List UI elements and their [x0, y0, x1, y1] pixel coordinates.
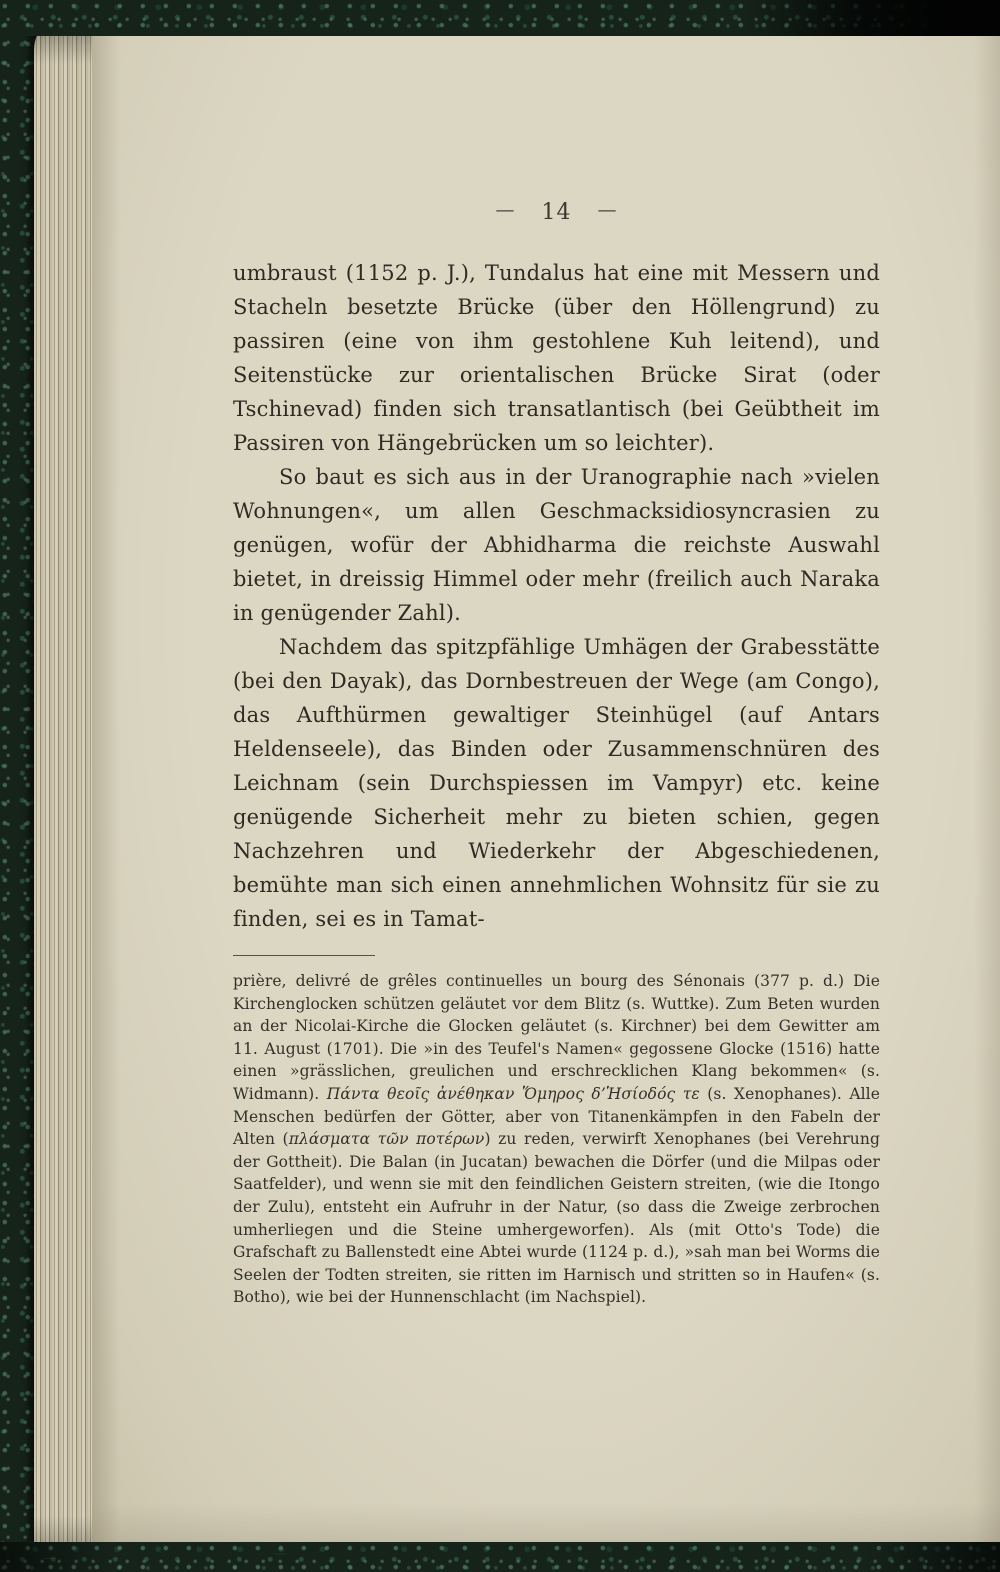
page-header	[233, 200, 880, 228]
greek-term: πλάσματα τῶν ποτέρων	[288, 1130, 485, 1149]
page-stack-edges	[34, 30, 92, 1546]
footnote-text-block	[233, 970, 880, 1309]
footnote-segment-3: ) zu reden, verwirft Xenophanes (bei Verehrung der Gottheit). Die Balan (in Jucatan) bewachen die Dörfer (und die Milpas oder Saatfelder), und wenn sie mit den feindlichen Geistern streiten, (wie die Itongo der Zulu), entsteht ein Aufruhr in der Natur, (so dass die Zweige zerbrochen umherliegen und die Steine umhergeworfen). Als (mit Otto's Tode) die Grafschaft zu Ballenstedt eine Abtei wurde (1124 p. d.), »sah man bei Worms die Seelen der Todten streiten, sie ritten im Harnisch und stritten so in Haufen« (s. Botho), wie bei der Hunnenschlacht (im Nachspiel).	[233, 1130, 880, 1307]
header-dash-left: —	[495, 199, 516, 221]
footnote-separator-rule	[233, 955, 375, 956]
book-cover-bottom-edge	[0, 1542, 1000, 1572]
footnote-segment-1: prière, delivré de grêles continuelles un bourg des Sénonais (377 p. d.) Die Kirchenglocken schützen geläutet vor dem Blitz (s. Wuttke). Zum Beten wurden an der Nicolai-Kirche die Glocken geläutet (s. Kirchner) bei dem Gewitter am 11. August (1701). Die »in des Teufel's Namen« gegossene Glocke (1516) hatte einen »grässlichen, greulichen und erschrecklichen Klang bekommen« (s. Widmann).	[233, 972, 880, 1103]
book-cover-top-edge	[0, 0, 1000, 36]
footnote-segment-2: (s. Xenophanes). Alle Menschen bedürfen der Götter, aber von Titanenkämpfen in den Fabeln der Alten (	[233, 1084, 881, 1149]
book-page	[92, 36, 1000, 1542]
header-dash-right: —	[597, 199, 618, 221]
paragraph-1: umbraust (1152 p. J.), Tundalus hat eine mit Messern und Stacheln besetzte Brücke (über den Höllengrund) zu passiren (eine von ihm gestohlene Kuh leitend), und Seitenstücke zur orientalischen Brücke Sirat (oder Tschinevad) finden sich transatlantisch (bei Geübtheit im Passiren von Hängebrücken um so leichter).	[233, 261, 880, 455]
greek-quote: Πάντα θεοῖς ἀνέθηκαν Ὅμηρος δ’Ἡσίοδός τε	[326, 1084, 700, 1103]
main-text-block	[233, 256, 880, 936]
book-cover-left-edge	[0, 0, 34, 1572]
paragraph-2: So baut es sich aus in der Uranographie nach »vielen Wohnungen«, um allen Geschmacksidiosyncrasien zu genügen, wofür der Abhidharma die reichste Auswahl bietet, in dreissig Himmel oder mehr (freilich auch Naraka in genügender Zahl).	[233, 465, 880, 625]
paragraph-3: Nachdem das spitzpfählige Umhägen der Grabesstätte (bei den Dayak), das Dornbestreuen der Wege (am Congo), das Aufthürmen gewaltiger Steinhügel (auf Antars Heldenseele), das Binden oder Zusammenschnüren des Leichnam (sein Durchspiessen im Vampyr) etc. keine genügende Sicherheit mehr zu bieten schien, gegen Nachzehren und Wiederkehr der Abgeschiedenen, bemühte man sich einen annehmlichen Wohnsitz für sie zu finden, sei es in Tamat-	[233, 635, 880, 931]
page-number: 14	[541, 200, 572, 225]
